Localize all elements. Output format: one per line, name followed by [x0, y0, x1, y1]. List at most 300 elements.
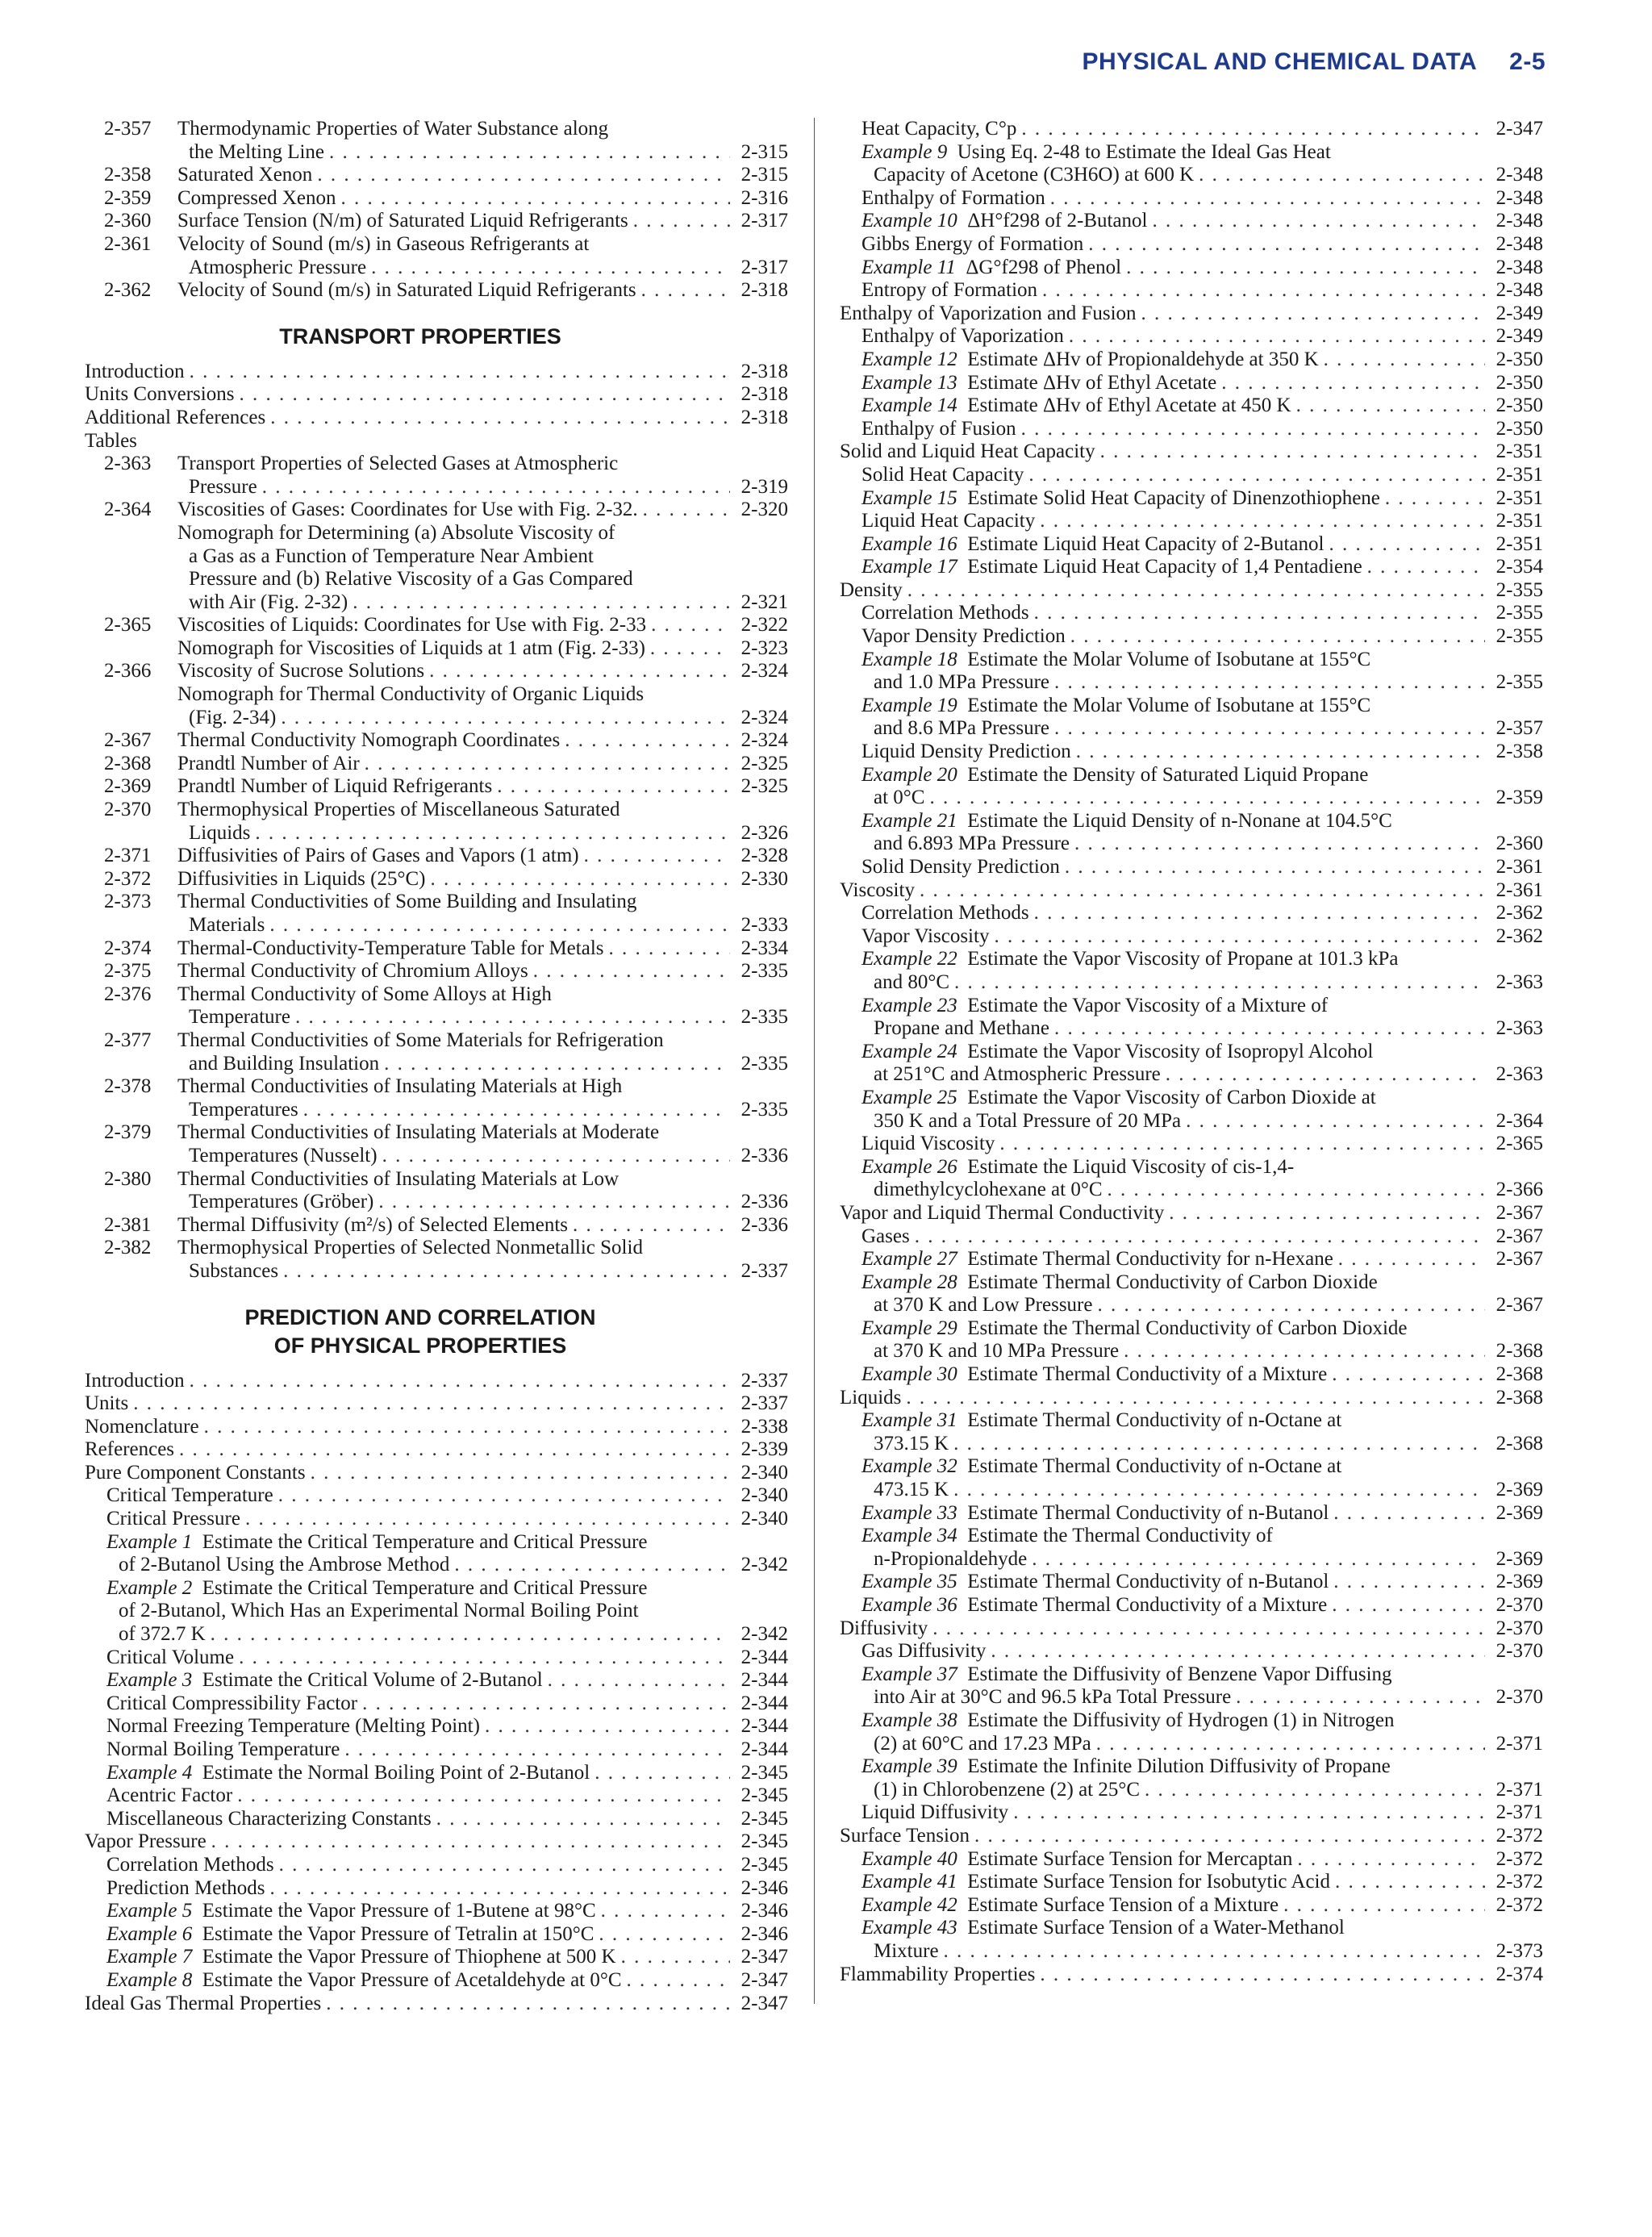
- entry-text: [189, 476, 257, 499]
- entry-title: Estimate Surface Tension for Isobutytic Acid: [967, 1871, 1330, 1893]
- dot-leader: [1333, 1502, 1485, 1525]
- entry-text: [861, 1755, 1391, 1779]
- entry-title: Correlation Methods: [106, 1853, 274, 1876]
- toc-entry: [840, 556, 1543, 579]
- entry-title: Normal Boiling Temperature: [106, 1738, 340, 1760]
- dot-leader: [1054, 717, 1485, 741]
- toc-entry: [840, 1848, 1543, 1872]
- entry-text: [861, 649, 1370, 672]
- page-ref: 2-370: [1496, 1686, 1543, 1709]
- entry-title: Correlation Methods: [861, 902, 1029, 924]
- page-ref: 2-346: [740, 1922, 788, 1945]
- entry-title: Enthalpy of Fusion: [861, 417, 1016, 440]
- toc-entry: [840, 1502, 1543, 1525]
- entry-text: [861, 487, 1380, 511]
- page-ref: 2-370: [1496, 1594, 1543, 1616]
- entry-title: into Air at 30°C and 96.5 kPa Total Pressure: [874, 1686, 1232, 1709]
- entry-text: [840, 1825, 970, 1848]
- entry-title: Estimate Surface Tension for Mercaptan: [967, 1847, 1293, 1870]
- toc-entry: [840, 1363, 1543, 1387]
- entry-title: Thermal Conductivities of Some Materials for Refrigeration: [177, 1029, 664, 1051]
- dot-leader: [1069, 325, 1485, 348]
- toc-entry: [840, 348, 1543, 372]
- page-ref: 2-348: [1496, 232, 1543, 255]
- example-label: Example 26: [861, 1155, 957, 1178]
- entry-title: with Air (Fig. 2-32): [189, 591, 348, 613]
- entry-title: Estimate the Vapor Viscosity of Carbon Dioxide at: [967, 1086, 1376, 1108]
- entry-text: [861, 533, 1324, 557]
- example-label: Example 10: [861, 210, 957, 232]
- toc-entry: [85, 187, 788, 211]
- page-ref: 2-368: [1496, 1363, 1543, 1386]
- page-ref: 2-348: [1496, 256, 1543, 278]
- toc-entry: [840, 279, 1543, 303]
- toc-entry: [85, 1900, 788, 1923]
- page-ref: 2-367: [1496, 1248, 1543, 1271]
- entry-text: [119, 1600, 639, 1623]
- entry-text: [861, 1156, 1294, 1179]
- toc-entry: [85, 1214, 788, 1237]
- entry-title: of 2-Butanol, Which Has an Experimental Normal Boiling Point: [119, 1600, 639, 1622]
- entry-title: Heat Capacity, C°p: [861, 118, 1017, 140]
- page-ref: 2-347: [740, 1992, 788, 2014]
- dot-leader: [211, 1830, 730, 1854]
- entry-text: [177, 233, 589, 257]
- table-number: 2-371: [104, 845, 152, 867]
- entry-title: Thermal Diffusivity (m²/s) of Selected Elements: [177, 1213, 568, 1236]
- dot-leader: [1335, 1871, 1485, 1894]
- entry-title: Estimate Thermal Conductivity of n-Butanol: [967, 1571, 1329, 1593]
- entry-text: [85, 1993, 321, 2016]
- toc-entry: [85, 1738, 788, 1762]
- example-label: Example 14: [861, 394, 957, 417]
- toc-entry: [85, 1484, 788, 1508]
- entry-title: Flammability Properties: [840, 1963, 1036, 1985]
- entry-title: Estimate Liquid Heat Capacity of 2-Butanol: [967, 532, 1325, 555]
- example-label: Example 1: [106, 1530, 193, 1553]
- page-ref: 2-362: [1496, 902, 1543, 924]
- page-ref: 2-337: [740, 1259, 788, 1282]
- dot-leader: [1367, 556, 1485, 579]
- entry-text: [861, 764, 1368, 787]
- entry-text: [861, 1663, 1392, 1687]
- page-ref: 2-367: [1496, 1201, 1543, 1224]
- dot-leader: [239, 1646, 730, 1670]
- example-label: Example 38: [861, 1709, 957, 1731]
- entry-text: [177, 660, 424, 683]
- example-label: Example 3: [106, 1669, 193, 1692]
- entry-title: Estimate the Vapor Pressure of Acetaldehyde at 0°C: [202, 1968, 622, 1991]
- entry-text: [861, 1801, 1008, 1825]
- entry-title: Critical Pressure: [106, 1508, 240, 1530]
- page-ref: 2-369: [1496, 1479, 1543, 1501]
- entry-text: [106, 1877, 265, 1901]
- entry-title: Estimate Thermal Conductivity of n-Octane at: [967, 1455, 1342, 1478]
- entry-text: [861, 856, 1060, 879]
- toc-entry: [85, 407, 788, 430]
- page-ref: 2-324: [740, 706, 788, 728]
- table-number: 2-364: [104, 499, 152, 521]
- entry-title: Capacity of Acetone (C3H6O) at 600 K: [874, 164, 1195, 186]
- entry-title: Estimate ΔHv of Ethyl Acetate: [967, 371, 1217, 394]
- page-ref: 2-336: [740, 1191, 788, 1213]
- page-ref: 2-342: [740, 1554, 788, 1576]
- toc-entry: [85, 1416, 788, 1439]
- entry-text: [177, 775, 492, 799]
- entry-text: [85, 1416, 199, 1439]
- toc-entry: [85, 1237, 788, 1283]
- entry-text: [177, 118, 608, 141]
- example-label: Example 21: [861, 809, 957, 832]
- entry-title: and 6.893 MPa Pressure: [874, 833, 1070, 855]
- entry-title: Gibbs Energy of Formation: [861, 232, 1084, 255]
- page-ref: 2-345: [740, 1830, 788, 1853]
- page-ref: 2-351: [1496, 440, 1543, 463]
- toc-entry: [85, 1762, 788, 1785]
- entry-title: Estimate the Diffusivity of Benzene Vapor Diffusing: [967, 1663, 1392, 1685]
- entry-text: [106, 1784, 232, 1808]
- dot-leader: [1076, 741, 1485, 764]
- entry-text: [861, 141, 1331, 165]
- toc-entry: [85, 1370, 788, 1393]
- entry-text: [177, 1214, 568, 1237]
- entry-text: [177, 1237, 643, 1260]
- entry-text: [177, 729, 560, 753]
- dot-leader: [303, 1099, 730, 1122]
- toc-entry: [840, 1871, 1543, 1894]
- toc-entry: [840, 533, 1543, 557]
- dot-leader: [641, 279, 730, 303]
- entry-title: the Melting Line: [189, 140, 325, 163]
- entry-text: [861, 1455, 1341, 1479]
- dot-leader: [1021, 418, 1485, 441]
- page-ref: 2-372: [1496, 1893, 1543, 1916]
- toc-entry: [840, 440, 1543, 464]
- page-ref: 2-372: [1496, 1824, 1543, 1847]
- entry-title: and 80°C: [874, 970, 950, 993]
- dot-leader: [533, 960, 730, 983]
- entry-title: Pressure and (b) Relative Viscosity of a Gas Compared: [189, 568, 633, 591]
- toc-column-right: [840, 118, 1543, 1986]
- entry-title: Prandtl Number of Air: [177, 752, 360, 774]
- entry-title: and 1.0 MPa Pressure: [874, 671, 1050, 694]
- entry-title: Estimate Thermal Conductivity of a Mixture: [967, 1594, 1328, 1616]
- page-ref: 2-346: [740, 1876, 788, 1899]
- entry-text: [861, 233, 1083, 257]
- page-ref: 2-340: [740, 1461, 788, 1484]
- dot-leader: [269, 914, 730, 937]
- page-ref: 2-355: [1496, 671, 1543, 694]
- toc-entry: [85, 1508, 788, 1531]
- dot-leader: [651, 614, 730, 637]
- table-number: 2-363: [104, 453, 152, 475]
- dot-leader: [1145, 1779, 1485, 1802]
- entry-text: [874, 1779, 1140, 1802]
- page-ref: 2-338: [740, 1415, 788, 1438]
- entry-text: [177, 799, 620, 822]
- page-ref: 2-354: [1496, 556, 1543, 578]
- toc-entry: [840, 902, 1543, 925]
- table-number: 2-374: [104, 937, 152, 959]
- entry-text: [119, 1623, 206, 1646]
- toc-entry: [85, 164, 788, 187]
- dot-leader: [1329, 533, 1485, 557]
- toc-entry: [85, 1121, 788, 1167]
- toc-entry: [85, 891, 788, 937]
- entry-text: [861, 118, 1016, 141]
- toc-entry: [840, 1409, 1543, 1455]
- dot-leader: [384, 1053, 730, 1076]
- entry-title: Estimate the Vapor Viscosity of a Mixture of: [967, 994, 1329, 1016]
- entry-title: Liquid Heat Capacity: [861, 510, 1036, 532]
- toc-entry: [840, 1525, 1543, 1571]
- entry-text: [861, 1317, 1407, 1341]
- entry-text: [177, 1075, 622, 1099]
- toc-entry: [85, 1392, 788, 1416]
- entry-title: Estimate the Normal Boiling Point of 2-Butanol: [202, 1761, 590, 1784]
- toc-entry: [85, 1075, 788, 1121]
- page-ref: 2-363: [1496, 970, 1543, 993]
- entry-title: Thermal Conductivities of Insulating Materials at Low: [177, 1167, 620, 1190]
- page-ref: 2-371: [1496, 1778, 1543, 1801]
- entry-title: Solid Density Prediction: [861, 856, 1060, 878]
- toc-entry: [85, 210, 788, 233]
- toc-entry: [85, 868, 788, 891]
- dot-leader: [1050, 187, 1485, 211]
- page-ref: 2-362: [1496, 924, 1543, 947]
- entry-title: Estimate the Diffusivity of Hydrogen (1) in Nitrogen: [967, 1709, 1395, 1731]
- entry-title: Critical Temperature: [106, 1484, 273, 1507]
- entry-text: [874, 1479, 949, 1502]
- entry-text: [840, 1964, 1035, 1987]
- dot-leader: [1296, 394, 1485, 418]
- toc-entry: [840, 1709, 1543, 1755]
- entry-title: Estimate the Density of Saturated Liquid Propane: [967, 763, 1369, 786]
- dot-leader: [365, 753, 730, 776]
- page-ref: 2-361: [1496, 856, 1543, 878]
- entry-text: [177, 1121, 659, 1145]
- page-ref: 2-320: [740, 499, 788, 521]
- entry-text: [861, 1225, 910, 1249]
- dot-leader: [1040, 1964, 1485, 1987]
- page-ref: 2-324: [740, 729, 788, 752]
- page-ref: 2-355: [1496, 625, 1543, 648]
- entry-text: [840, 1387, 901, 1410]
- entry-text: [106, 1531, 648, 1555]
- entry-text: [119, 1554, 449, 1577]
- page-ref: 2-349: [1496, 325, 1543, 348]
- dot-leader: [1065, 856, 1485, 879]
- toc-entry: [840, 1248, 1543, 1271]
- toc-entry: [840, 1455, 1543, 1501]
- entry-title: 350 K and a Total Pressure of 20 MPa: [874, 1109, 1182, 1132]
- toc-entry: [85, 614, 788, 637]
- dot-leader: [1034, 902, 1485, 925]
- dot-leader: [1096, 1733, 1485, 1756]
- page-ref: 2-325: [740, 752, 788, 774]
- dot-leader: [1054, 1017, 1485, 1041]
- entry-title: Viscosities of Liquids: Coordinates for Use with Fig. 2-33: [177, 614, 647, 636]
- toc-entry: [840, 856, 1543, 879]
- toc-entry: [840, 1202, 1543, 1225]
- page-ref: 2-318: [740, 279, 788, 302]
- toc-entry: [840, 372, 1543, 395]
- entry-title: Thermal Conductivities of Some Building and Insulating: [177, 891, 637, 913]
- entry-title: Estimate the Infinite Dilution Diffusivity of Propane: [967, 1755, 1391, 1778]
- entry-text: [874, 971, 949, 995]
- dot-leader: [1034, 602, 1485, 625]
- dot-leader: [954, 971, 1485, 995]
- entry-text: [106, 1946, 616, 1969]
- entry-title: Estimate the Critical Temperature and Critical Pressure: [202, 1576, 648, 1599]
- dot-leader: [295, 1006, 730, 1029]
- table-number: 2-379: [104, 1121, 152, 1144]
- toc-entry: [85, 960, 788, 983]
- entry-text: [861, 1917, 1345, 1940]
- entry-title: Estimate the Molar Volume of Isobutane at 155°C: [967, 648, 1371, 670]
- entry-text: [189, 1191, 373, 1214]
- entry-text: [861, 510, 1035, 533]
- entry-text: [85, 407, 265, 430]
- dot-leader: [211, 1623, 730, 1646]
- entry-title: Acentric Factor: [106, 1784, 233, 1807]
- dot-leader: [1297, 1848, 1485, 1872]
- entry-text: [861, 1409, 1341, 1433]
- entry-title: Additional References: [85, 406, 266, 428]
- toc-entry: [840, 879, 1543, 903]
- table-number: 2-361: [104, 232, 152, 255]
- entry-title: Introduction: [85, 1369, 185, 1392]
- page-ref: 2-345: [740, 1784, 788, 1807]
- entry-text: [177, 753, 360, 776]
- toc-entry: [840, 233, 1543, 257]
- toc-entry: [85, 361, 788, 384]
- dot-leader: [239, 383, 730, 407]
- example-label: Example 19: [861, 694, 957, 716]
- entry-title: Units: [85, 1392, 129, 1415]
- entry-title: Mixture: [874, 1939, 939, 1962]
- dot-leader: [311, 1462, 730, 1485]
- entry-title: Propane and Methane: [874, 1017, 1049, 1040]
- page-ref: 2-335: [740, 1052, 788, 1075]
- page-ref: 2-355: [1496, 578, 1543, 601]
- example-label: Example 40: [861, 1847, 957, 1870]
- entry-title: Critical Volume: [106, 1646, 235, 1668]
- entry-text: [177, 279, 636, 303]
- entry-title: Liquid Diffusivity: [861, 1801, 1009, 1824]
- toc-entry: [85, 1462, 788, 1485]
- page-ref: 2-319: [740, 475, 788, 498]
- dot-leader: [281, 707, 730, 730]
- page-ref: 2-315: [740, 140, 788, 163]
- entry-text: [189, 1260, 278, 1283]
- toc-entry: [85, 1993, 788, 2016]
- toc-entry: [85, 118, 788, 164]
- dot-leader: [204, 1416, 730, 1439]
- entry-text: [861, 1571, 1329, 1594]
- toc-entry: [85, 1692, 788, 1716]
- example-label: Example 8: [106, 1968, 193, 1991]
- page-ref: 2-374: [1496, 1963, 1543, 1985]
- dot-leader: [344, 1738, 730, 1762]
- entry-title: Estimate the Vapor Pressure of 1-Butene at 98°C: [202, 1900, 596, 1922]
- dot-leader: [1097, 1294, 1485, 1317]
- entry-text: [874, 1179, 1103, 1202]
- table-number: 2-372: [104, 867, 152, 890]
- entry-title: ΔH°f298 of 2-Butanol: [967, 210, 1148, 232]
- section-heading-line: OF PHYSICAL PROPERTIES: [273, 1333, 567, 1358]
- example-label: Example 29: [861, 1317, 957, 1339]
- entry-text: [177, 187, 336, 211]
- page-ref: 2-317: [740, 256, 788, 278]
- example-label: Example 33: [861, 1501, 957, 1524]
- page-ref: 2-342: [740, 1623, 788, 1646]
- dot-leader: [133, 1392, 730, 1416]
- entry-title: Estimate Thermal Conductivity of n-Butanol: [967, 1501, 1329, 1524]
- example-label: Example 4: [106, 1761, 193, 1784]
- page-ref: 2-373: [1496, 1939, 1543, 1962]
- dot-leader: [621, 1946, 730, 1969]
- entry-text: [861, 625, 1066, 649]
- entry-text: [874, 164, 1194, 187]
- dot-leader: [907, 579, 1485, 603]
- entry-title: Gases: [861, 1225, 910, 1247]
- toc-entry: [85, 233, 788, 279]
- entry-text: [85, 383, 234, 407]
- toc-entry: [840, 579, 1543, 603]
- example-label: Example 11: [861, 256, 956, 278]
- running-head-title: PHYSICAL AND CHEMICAL DATA: [1082, 48, 1478, 75]
- page-ref: 2-361: [1496, 879, 1543, 901]
- toc-entry: [85, 1923, 788, 1947]
- page-ref: 2-350: [1496, 417, 1543, 440]
- table-number: 2-366: [104, 660, 152, 682]
- dot-leader: [190, 1370, 730, 1393]
- entry-text: [189, 822, 250, 845]
- example-label: Example 30: [861, 1363, 957, 1386]
- toc-entry: [85, 1168, 788, 1214]
- entry-title: dimethylcyclohexane at 0°C: [874, 1179, 1103, 1201]
- example-label: Example 22: [861, 948, 957, 970]
- page-ref: 2-367: [1496, 1294, 1543, 1317]
- toc-entry: [840, 1225, 1543, 1249]
- page-ref: 2-344: [740, 1738, 788, 1760]
- entry-title: Solid and Liquid Heat Capacity: [840, 440, 1095, 463]
- dot-leader: [278, 1484, 730, 1508]
- dot-leader: [944, 1940, 1485, 1964]
- page-ref: 2-370: [1496, 1617, 1543, 1639]
- dot-leader: [1021, 118, 1485, 141]
- page-ref: 2-351: [1496, 510, 1543, 532]
- toc-entry: [840, 995, 1543, 1041]
- toc-entry: [840, 1617, 1543, 1641]
- entry-title: Pure Component Constants: [85, 1461, 306, 1484]
- example-label: Example 6: [106, 1922, 193, 1945]
- example-label: Example 7: [106, 1946, 193, 1968]
- entry-text: [874, 1433, 949, 1456]
- page-ref: 2-335: [740, 1006, 788, 1029]
- entry-text: [874, 1340, 1119, 1363]
- page-ref: 2-367: [1496, 1225, 1543, 1247]
- dot-leader: [953, 1433, 1485, 1456]
- entry-text: [106, 1577, 648, 1601]
- page-ref: 2-346: [740, 1900, 788, 1922]
- toc-entry: [85, 1808, 788, 1831]
- toc-entry: [840, 1801, 1543, 1825]
- dot-leader: [341, 187, 731, 211]
- entry-title: a Gas as a Function of Temperature Near Ambient: [189, 545, 594, 567]
- entry-title: Units Conversions: [85, 383, 235, 406]
